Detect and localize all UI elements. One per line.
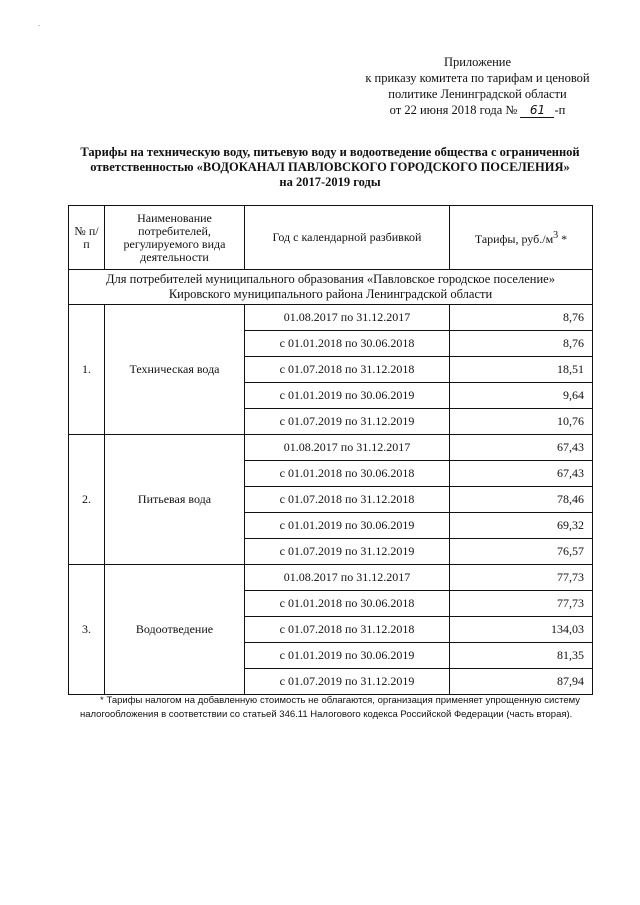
header-consumer: Наименование потребителей, регулируемого вида деятельности bbox=[105, 206, 245, 270]
appendix-title: Приложение bbox=[443, 55, 512, 69]
order-suffix: -п bbox=[554, 103, 566, 117]
tariff-cell: 9,64 bbox=[450, 383, 593, 409]
table-row bbox=[69, 305, 593, 331]
tariff-cell: 8,76 bbox=[450, 331, 593, 357]
period-cell: с 01.07.2019 по 31.12.2019 bbox=[245, 539, 450, 565]
region-line-1: Для потребителей муниципального образования «Павловское городское поселение» bbox=[106, 272, 555, 286]
table-header-row bbox=[69, 206, 593, 270]
appendix-header bbox=[355, 54, 600, 118]
tariff-cell: 69,32 bbox=[450, 513, 593, 539]
period-cell: с 01.07.2019 по 31.12.2019 bbox=[245, 409, 450, 435]
tariff-cell: 67,43 bbox=[450, 461, 593, 487]
appendix-line-committee: политике Ленинградской области bbox=[388, 87, 567, 101]
appendix-line-date bbox=[355, 102, 600, 118]
footnote: * Тарифы налогом на добавленную стоимость не облагаются, организация применяет упрощенную систему налогообложения в соответствии со статьей 346.11 Налогового кодекса Российской Федерации (часть вторая). bbox=[80, 695, 580, 720]
period-cell: 01.08.2017 по 31.12.2017 bbox=[245, 305, 450, 331]
header-num: № п/п bbox=[69, 206, 105, 270]
tariff-cell: 77,73 bbox=[450, 565, 593, 591]
order-number: 61 bbox=[520, 104, 554, 118]
tariff-cell: 81,35 bbox=[450, 643, 593, 669]
tariff-cell: 8,76 bbox=[450, 305, 593, 331]
period-cell: с 01.01.2018 по 30.06.2018 bbox=[245, 461, 450, 487]
header-period: Год с календарной разбивкой bbox=[245, 206, 450, 270]
header-tariff-sup: 3 bbox=[553, 230, 559, 241]
region-line-2: Кировского муниципального района Ленинградской области bbox=[168, 287, 493, 301]
consumer-name: Водоотведение bbox=[105, 565, 245, 695]
appendix-line-order: к приказу комитета по тарифам и ценовой bbox=[365, 71, 590, 85]
table-row bbox=[69, 435, 593, 461]
region-row bbox=[69, 270, 593, 305]
title-line-1: Тарифы на техническую воду, питьевую воду и водоотведение общества с ограниченной bbox=[80, 145, 580, 159]
period-cell: с 01.01.2018 по 30.06.2018 bbox=[245, 591, 450, 617]
consumer-name: Техническая вода bbox=[105, 305, 245, 435]
period-cell: 01.08.2017 по 31.12.2017 bbox=[245, 435, 450, 461]
period-cell: с 01.07.2018 по 31.12.2018 bbox=[245, 357, 450, 383]
region-cell bbox=[69, 270, 593, 305]
period-cell: с 01.07.2018 по 31.12.2018 bbox=[245, 617, 450, 643]
period-cell: с 01.01.2018 по 30.06.2018 bbox=[245, 331, 450, 357]
title-line-2: ответственностью «ВОДОКАНАЛ ПАВЛОВСКОГО ГОРОДСКОГО ПОСЕЛЕНИЯ» bbox=[90, 160, 570, 174]
period-cell: с 01.01.2019 по 30.06.2019 bbox=[245, 383, 450, 409]
title-line-3: на 2017-2019 годы bbox=[279, 175, 381, 189]
period-cell: с 01.01.2019 по 30.06.2019 bbox=[245, 513, 450, 539]
tariff-cell: 67,43 bbox=[450, 435, 593, 461]
tariff-cell: 78,46 bbox=[450, 487, 593, 513]
header-tariff bbox=[450, 206, 593, 270]
period-cell: с 01.07.2018 по 31.12.2018 bbox=[245, 487, 450, 513]
row-number: 3. bbox=[69, 565, 105, 695]
row-number: 1. bbox=[69, 305, 105, 435]
header-tariff-label: Тарифы, руб./м bbox=[474, 232, 554, 246]
tariff-cell: 10,76 bbox=[450, 409, 593, 435]
period-cell: с 01.07.2019 по 31.12.2019 bbox=[245, 669, 450, 695]
tariff-cell: 134,03 bbox=[450, 617, 593, 643]
period-cell: 01.08.2017 по 31.12.2017 bbox=[245, 565, 450, 591]
row-number: 2. bbox=[69, 435, 105, 565]
tariff-cell: 87,94 bbox=[450, 669, 593, 695]
order-date: от 22 июня 2018 года № bbox=[389, 103, 518, 117]
scan-mark: · bbox=[38, 22, 41, 30]
period-cell: с 01.01.2019 по 30.06.2019 bbox=[245, 643, 450, 669]
tariff-cell: 18,51 bbox=[450, 357, 593, 383]
tariff-cell: 77,73 bbox=[450, 591, 593, 617]
document-title bbox=[70, 145, 590, 190]
tariff-cell: 76,57 bbox=[450, 539, 593, 565]
consumer-name: Питьевая вода bbox=[105, 435, 245, 565]
tariff-table bbox=[68, 205, 593, 695]
header-tariff-star: * bbox=[558, 232, 568, 246]
table-row bbox=[69, 565, 593, 591]
